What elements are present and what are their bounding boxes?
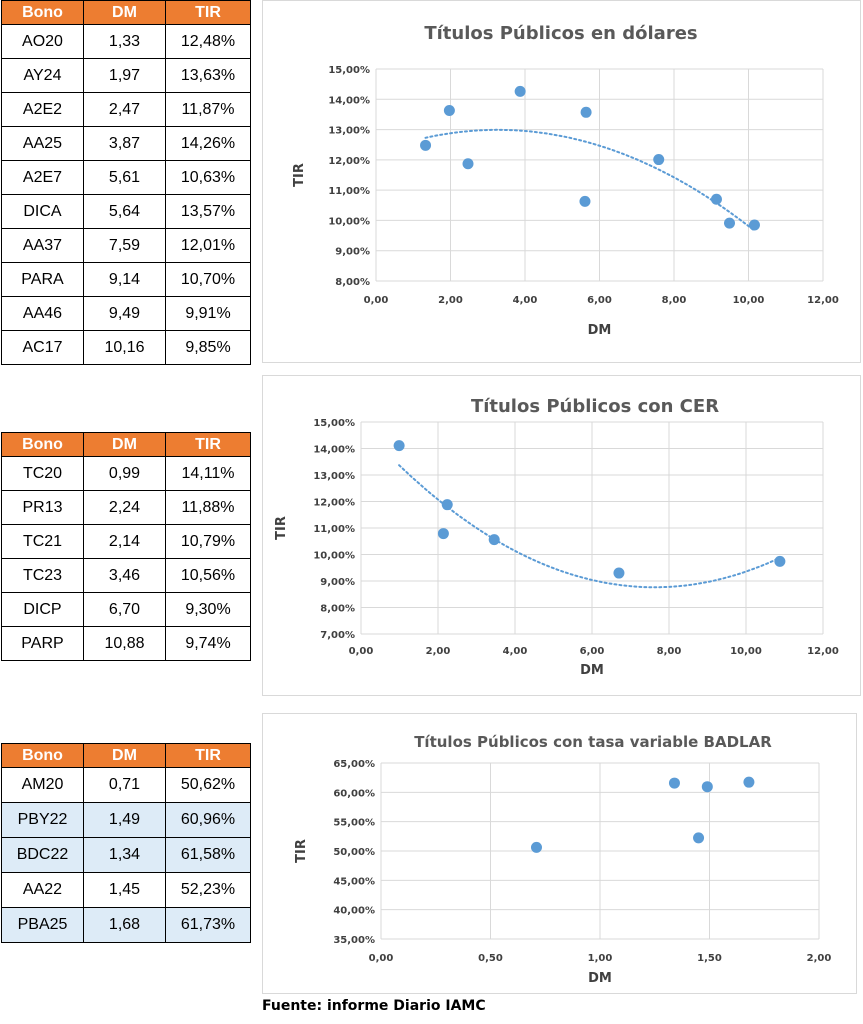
data-point — [489, 534, 500, 545]
dm-cell: 2,24 — [84, 491, 166, 525]
bond-name-cell: BDC22 — [2, 838, 84, 873]
tir-cell: 10,56% — [166, 559, 251, 593]
tir-cell: 12,01% — [166, 229, 251, 263]
tir-cell: 13,63% — [166, 59, 251, 93]
x-axis-label: DM — [580, 663, 604, 678]
data-point — [579, 196, 590, 207]
x-tick-label: 4,00 — [502, 646, 528, 657]
bond-name-cell: DICP — [2, 593, 84, 627]
x-axis-label: DM — [588, 971, 612, 986]
y-tick-label: 10,00% — [313, 550, 355, 562]
x-tick-label: 2,00 — [438, 295, 463, 306]
y-tick-label: 13,00% — [313, 471, 355, 482]
table-row — [2, 59, 251, 93]
chart-panel-dollars — [262, 0, 861, 363]
tir-cell: 61,58% — [166, 838, 251, 873]
y-tick-label: 11,00% — [328, 186, 370, 198]
tir-cell: 60,96% — [166, 803, 251, 838]
tir-cell: 9,30% — [166, 593, 251, 627]
dm-cell: 1,34 — [84, 838, 166, 873]
data-point — [669, 778, 680, 789]
tir-cell: 11,88% — [166, 491, 251, 525]
dm-cell: 10,16 — [84, 331, 166, 365]
tir-cell: 13,57% — [166, 195, 251, 229]
data-point — [613, 568, 624, 579]
table-row — [2, 838, 251, 873]
x-tick-label: 2,00 — [806, 953, 832, 964]
tir-cell: 11,87% — [166, 93, 251, 127]
source-note: Fuente: informe Diario IAMC — [262, 998, 486, 1014]
table-row — [2, 803, 251, 838]
tir-cell: 9,91% — [166, 297, 251, 331]
y-tick-label: 45,00% — [333, 876, 375, 888]
x-tick-label: 8,00 — [661, 295, 687, 306]
y-axis-label: TIR — [294, 839, 309, 863]
data-point — [463, 158, 474, 169]
table-row — [2, 559, 251, 593]
header-dm: DM — [84, 744, 166, 768]
table-row — [2, 768, 251, 803]
tir-cell: 9,74% — [166, 627, 251, 661]
table-header-row — [2, 433, 251, 457]
y-tick-label: 40,00% — [333, 905, 375, 917]
y-tick-label: 8,00% — [335, 277, 370, 288]
header-dm: DM — [84, 1, 166, 25]
x-tick-label: 10,00 — [730, 646, 762, 657]
table-row — [2, 908, 251, 943]
x-tick-label: 1,00 — [587, 953, 613, 964]
data-point — [711, 194, 722, 205]
x-tick-label: 4,00 — [512, 295, 538, 306]
trendline — [399, 465, 780, 587]
table-row — [2, 25, 251, 59]
dm-cell: 1,68 — [84, 908, 166, 943]
table-row — [2, 263, 251, 297]
table-row — [2, 161, 251, 195]
chart-panel-badlar — [262, 713, 857, 994]
y-tick-label: 7,00% — [320, 630, 355, 641]
dm-cell: 9,14 — [84, 263, 166, 297]
table-row — [2, 127, 251, 161]
chart-badlar — [263, 714, 856, 993]
y-tick-label: 15,00% — [328, 65, 370, 76]
data-point — [531, 842, 542, 853]
tir-cell: 14,26% — [166, 127, 251, 161]
tir-cell: 10,63% — [166, 161, 251, 195]
dm-cell: 5,64 — [84, 195, 166, 229]
data-point — [394, 440, 405, 451]
y-tick-label: 15,00% — [313, 418, 355, 429]
y-tick-label: 9,00% — [335, 246, 370, 258]
dm-cell: 3,46 — [84, 559, 166, 593]
bond-name-cell: AA37 — [2, 229, 84, 263]
bond-name-cell: PARA — [2, 263, 84, 297]
table-row — [2, 525, 251, 559]
x-tick-label: 6,00 — [579, 646, 605, 657]
bond-table-badlar — [1, 743, 251, 943]
x-axis-label: DM — [587, 323, 612, 338]
header-bono: Bono — [2, 744, 84, 768]
bond-name-cell: A2E2 — [2, 93, 84, 127]
chart-panel-cer — [262, 375, 861, 696]
table-row — [2, 491, 251, 525]
dm-cell: 3,87 — [84, 127, 166, 161]
chart-title: Títulos Públicos con CER — [470, 396, 720, 417]
y-tick-label: 12,00% — [313, 497, 355, 509]
bond-name-cell: TC23 — [2, 559, 84, 593]
dm-cell: 2,14 — [84, 525, 166, 559]
tir-cell: 9,85% — [166, 331, 251, 365]
data-point — [420, 140, 431, 151]
chart-title: Títulos Públicos con tasa variable BADLAR — [414, 733, 772, 751]
tir-cell: 61,73% — [166, 908, 251, 943]
data-point — [444, 105, 455, 116]
table-header-row — [2, 744, 251, 768]
bond-name-cell: AA46 — [2, 297, 84, 331]
dm-cell: 1,33 — [84, 25, 166, 59]
data-point — [702, 781, 713, 792]
chart-title: Títulos Públicos en dólares — [424, 23, 698, 44]
table-row — [2, 457, 251, 491]
dm-cell: 0,99 — [84, 457, 166, 491]
tir-cell: 12,48% — [166, 25, 251, 59]
y-tick-label: 13,00% — [328, 125, 370, 137]
bond-name-cell: AA25 — [2, 127, 84, 161]
y-tick-label: 9,00% — [320, 577, 355, 588]
y-tick-label: 10,00% — [328, 216, 370, 228]
bond-name-cell: AO20 — [2, 25, 84, 59]
x-tick-label: 1,50 — [697, 953, 722, 964]
y-tick-label: 60,00% — [333, 788, 375, 800]
x-tick-label: 0,00 — [368, 953, 394, 964]
chart-dollars — [263, 1, 860, 362]
table-header-row — [2, 1, 251, 25]
table-row — [2, 627, 251, 661]
dm-cell: 1,97 — [84, 59, 166, 93]
bond-table-cer — [1, 432, 251, 661]
bond-name-cell: TC21 — [2, 525, 84, 559]
y-tick-label: 14,00% — [328, 95, 370, 107]
header-tir: TIR — [166, 1, 251, 25]
data-point — [653, 154, 664, 165]
dm-cell: 7,59 — [84, 229, 166, 263]
header-bono: Bono — [2, 433, 84, 457]
y-tick-label: 65,00% — [333, 759, 375, 770]
dm-cell: 0,71 — [84, 768, 166, 803]
x-tick-label: 2,00 — [425, 646, 451, 657]
bond-name-cell: TC20 — [2, 457, 84, 491]
tir-cell: 10,79% — [166, 525, 251, 559]
y-tick-label: 35,00% — [333, 935, 375, 946]
bond-name-cell: PBY22 — [2, 803, 84, 838]
data-point — [743, 777, 754, 788]
x-tick-label: 10,00 — [732, 295, 765, 306]
data-point — [693, 832, 704, 843]
table-row — [2, 93, 251, 127]
dm-cell: 1,49 — [84, 803, 166, 838]
data-point — [724, 218, 735, 229]
table-row — [2, 297, 251, 331]
dm-cell: 10,88 — [84, 627, 166, 661]
tir-cell: 10,70% — [166, 263, 251, 297]
header-dm: DM — [84, 433, 166, 457]
data-point — [774, 556, 785, 567]
y-axis-label: TIR — [292, 163, 307, 187]
bond-name-cell: AA22 — [2, 873, 84, 908]
y-tick-label: 11,00% — [313, 524, 355, 535]
table-row — [2, 593, 251, 627]
dm-cell: 6,70 — [84, 593, 166, 627]
x-tick-label: 0,50 — [478, 953, 503, 964]
dm-cell: 2,47 — [84, 93, 166, 127]
bond-name-cell: AY24 — [2, 59, 84, 93]
y-tick-label: 55,00% — [333, 817, 375, 829]
data-point — [749, 219, 760, 230]
x-tick-label: 0,00 — [348, 646, 374, 657]
table-row — [2, 873, 251, 908]
data-point — [438, 528, 449, 539]
header-tir: TIR — [166, 744, 251, 768]
table-row — [2, 331, 251, 365]
chart-cer — [263, 376, 860, 695]
y-tick-label: 14,00% — [313, 444, 355, 456]
tir-cell: 52,23% — [166, 873, 251, 908]
bond-name-cell: A2E7 — [2, 161, 84, 195]
bond-name-cell: DICA — [2, 195, 84, 229]
table-row — [2, 229, 251, 263]
data-point — [515, 86, 526, 97]
x-tick-label: 0,00 — [363, 295, 389, 306]
dm-cell: 5,61 — [84, 161, 166, 195]
data-point — [581, 107, 592, 118]
y-tick-label: 12,00% — [328, 155, 370, 167]
x-tick-label: 8,00 — [656, 646, 682, 657]
dm-cell: 1,45 — [84, 873, 166, 908]
bond-name-cell: AC17 — [2, 331, 84, 365]
header-tir: TIR — [166, 433, 251, 457]
data-point — [442, 499, 453, 510]
bond-name-cell: AM20 — [2, 768, 84, 803]
header-bono: Bono — [2, 1, 84, 25]
bond-name-cell: PARP — [2, 627, 84, 661]
dm-cell: 9,49 — [84, 297, 166, 331]
y-tick-label: 50,00% — [333, 847, 375, 858]
bond-name-cell: PR13 — [2, 491, 84, 525]
y-tick-label: 8,00% — [320, 603, 355, 615]
x-tick-label: 6,00 — [587, 295, 612, 306]
bond-table-dollars — [1, 0, 251, 365]
tir-cell: 50,62% — [166, 768, 251, 803]
x-tick-label: 12,00 — [807, 646, 839, 657]
trendline — [426, 130, 755, 231]
table-row — [2, 195, 251, 229]
y-axis-label: TIR — [274, 516, 289, 540]
bond-name-cell: PBA25 — [2, 908, 84, 943]
x-tick-label: 12,00 — [807, 295, 839, 306]
tir-cell: 14,11% — [166, 457, 251, 491]
